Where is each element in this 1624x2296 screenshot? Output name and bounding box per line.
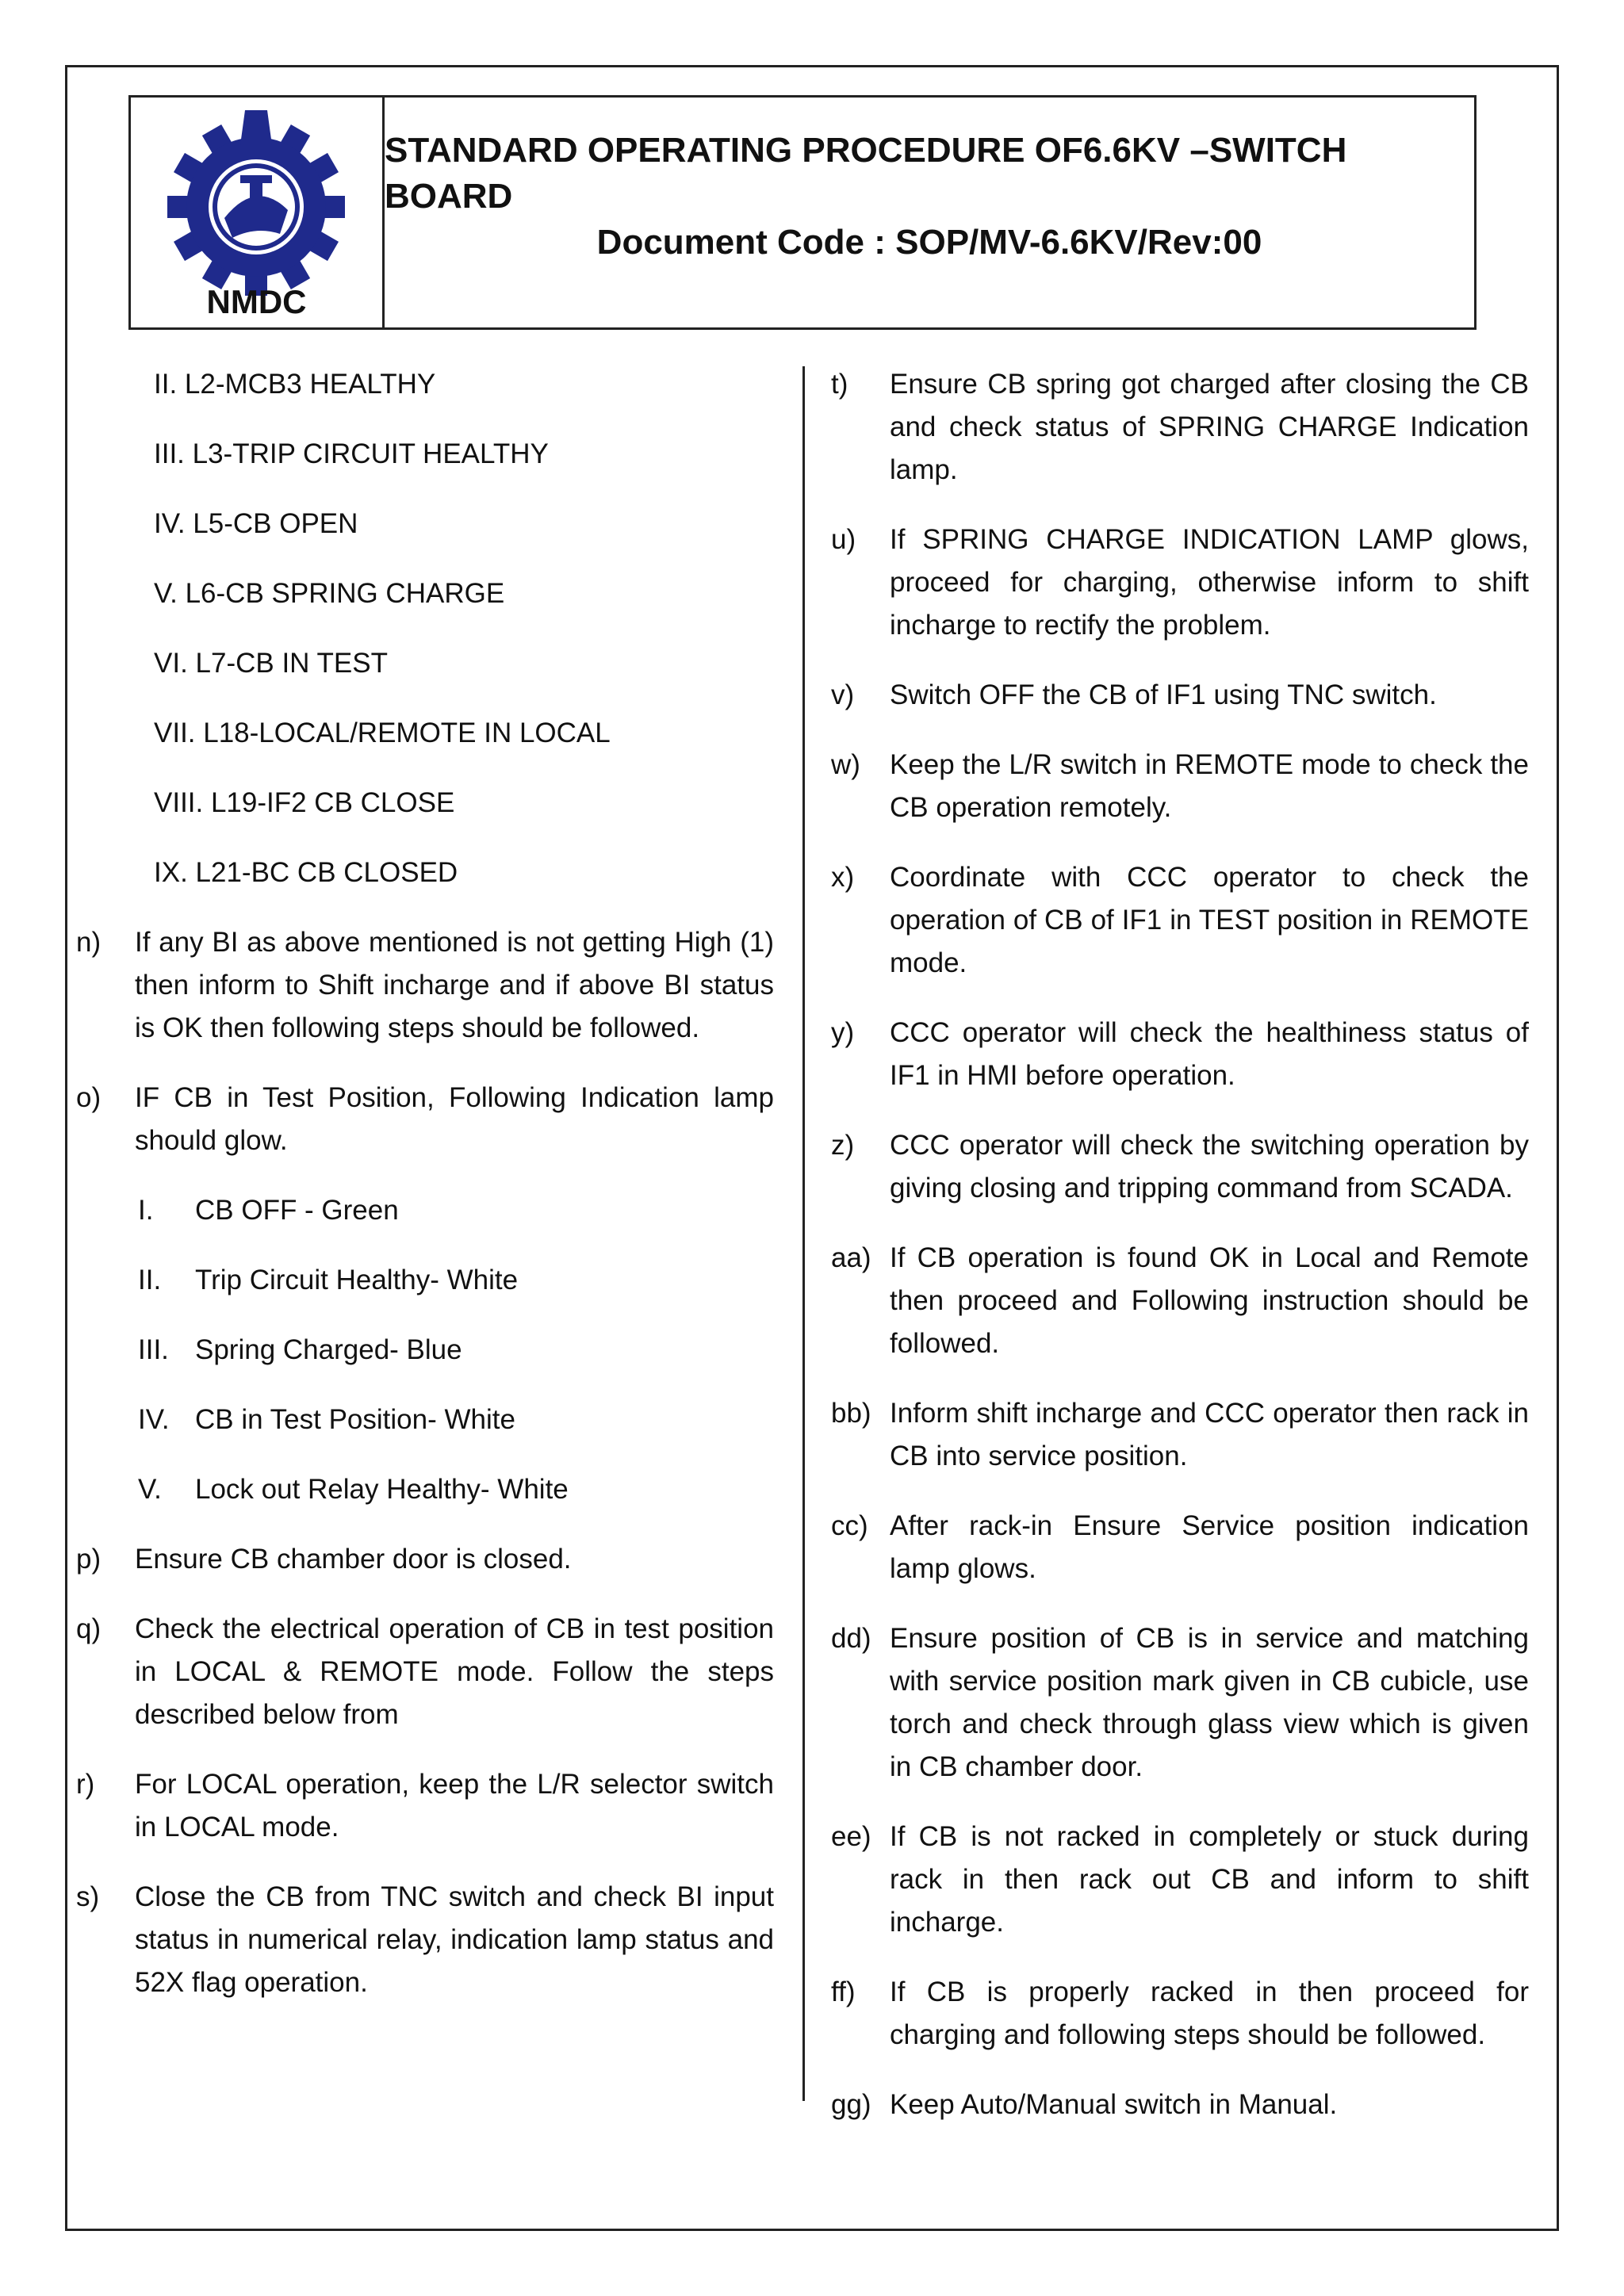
step-text: Close the CB from TNC switch and check BI input status in numerical relay, indication lamp status and 52X flag operation. — [135, 1881, 774, 1998]
lamp-text: CB OFF - Green — [195, 1195, 399, 1226]
procedure-step — [831, 674, 1529, 717]
column-divider — [802, 366, 805, 2101]
step-text: Keep the L/R switch in REMOTE mode to check the CB operation remotely. — [890, 749, 1529, 823]
procedure-step — [831, 1237, 1529, 1365]
lamp-number: II. — [138, 1265, 162, 1295]
document-code: Document Code : SOP/MV-6.6KV/Rev:00 — [596, 223, 1262, 262]
logo-caption: NMDC — [206, 283, 307, 320]
lamp-list-item — [76, 1399, 774, 1441]
procedure-step — [831, 1124, 1529, 1210]
lamp-list-item — [76, 1329, 774, 1372]
step-text: Keep Auto/Manual switch in Manual. — [890, 2089, 1338, 2120]
procedure-step — [831, 1505, 1529, 1590]
step-text: CCC operator will check the switching operation by giving closing and tripping command from SCADA. — [890, 1130, 1529, 1203]
step-text: If CB operation is found OK in Local and Remote then proceed and Following instruction should be followed. — [890, 1242, 1529, 1359]
lamp-number: I. — [138, 1195, 154, 1226]
nmdc-logo-icon — [161, 107, 351, 297]
step-marker: o) — [76, 1082, 102, 1113]
lamp-text: Spring Charged- Blue — [195, 1334, 462, 1365]
step-text: If any BI as above mentioned is not getting High (1) then inform to Shift incharge and if above BI status is OK then following steps should be followed. — [135, 927, 774, 1043]
step-text: If CB is properly racked in then proceed for charging and following steps should be followed. — [890, 1976, 1529, 2050]
procedure-step — [76, 921, 774, 1050]
step-marker: r) — [76, 1769, 95, 1800]
lamp-list-item — [76, 1468, 774, 1511]
procedure-step — [831, 1012, 1529, 1097]
roman-list-item: IX. L21-BC CB CLOSED — [154, 857, 458, 888]
step-text: Ensure position of CB is in service and matching with service position mark given in CB cubicle, use torch and check through glass view which is given in CB chamber door. — [890, 1623, 1529, 1782]
procedure-step — [831, 856, 1529, 985]
logo-cell — [131, 98, 385, 327]
lamp-list-item — [76, 1189, 774, 1232]
step-text: Inform shift incharge and CCC operator then rack in CB into service position. — [890, 1398, 1529, 1471]
step-text: CCC operator will check the healthiness status of IF1 in HMI before operation. — [890, 1017, 1529, 1091]
procedure-step — [831, 2084, 1529, 2126]
roman-list-item: IV. L5-CB OPEN — [154, 508, 358, 539]
step-marker: bb) — [831, 1398, 871, 1429]
step-marker: t) — [831, 369, 848, 400]
procedure-step — [76, 1077, 774, 1162]
procedure-step — [76, 1608, 774, 1736]
lamp-text: Lock out Relay Healthy- White — [195, 1474, 569, 1505]
step-text: If SPRING CHARGE INDICATION LAMP glows, proceed for charging, otherwise inform to shift incharge to rectify the problem. — [890, 524, 1529, 641]
step-text: For LOCAL operation, keep the L/R selector switch in LOCAL mode. — [135, 1769, 774, 1843]
right-column — [831, 363, 1529, 2153]
step-marker: dd) — [831, 1623, 871, 1654]
step-marker: aa) — [831, 1242, 871, 1273]
roman-list-item: V. L6-CB SPRING CHARGE — [154, 578, 505, 609]
lamp-list-item — [76, 1259, 774, 1302]
document-header — [128, 95, 1477, 330]
roman-list-item: II. L2-MCB3 HEALTHY — [154, 369, 436, 400]
step-marker: x) — [831, 862, 855, 893]
roman-list-item: III. L3-TRIP CIRCUIT HEALTHY — [154, 438, 549, 469]
step-marker: s) — [76, 1881, 100, 1912]
lamp-number: III. — [138, 1334, 169, 1365]
procedure-step — [76, 1763, 774, 1849]
procedure-step — [831, 1816, 1529, 1944]
left-column — [76, 363, 774, 2031]
roman-list-item: VIII. L19-IF2 CB CLOSE — [154, 787, 455, 818]
step-text: IF CB in Test Position, Following Indication lamp should glow. — [135, 1082, 774, 1156]
roman-list-item: VI. L7-CB IN TEST — [154, 648, 388, 679]
step-text: Check the electrical operation of CB in test position in LOCAL & REMOTE mode. Follow the steps described below from — [135, 1613, 774, 1730]
step-marker: n) — [76, 927, 102, 958]
procedure-step — [831, 1392, 1529, 1478]
step-marker: ee) — [831, 1821, 871, 1852]
step-text: After rack-in Ensure Service position indication lamp glows. — [890, 1510, 1529, 1584]
step-marker: p) — [76, 1544, 102, 1575]
lamp-text: CB in Test Position- White — [195, 1404, 515, 1435]
step-marker: z) — [831, 1130, 855, 1161]
step-marker: gg) — [831, 2089, 871, 2120]
step-marker: w) — [831, 749, 860, 780]
lamp-number: IV. — [138, 1404, 170, 1435]
step-text: If CB is not racked in completely or stuck during rack in then rack out CB and inform to shift incharge. — [890, 1821, 1529, 1938]
lamp-text: Trip Circuit Healthy- White — [195, 1265, 519, 1295]
procedure-step — [76, 1538, 774, 1581]
step-text: Ensure CB spring got charged after closing the CB and check status of SPRING CHARGE Indication lamp. — [890, 369, 1529, 485]
roman-list-item: VII. L18-LOCAL/REMOTE IN LOCAL — [154, 718, 611, 748]
procedure-step — [831, 1617, 1529, 1789]
step-marker: v) — [831, 679, 855, 710]
title-cell — [385, 98, 1474, 327]
step-marker: y) — [831, 1017, 855, 1048]
step-marker: q) — [76, 1613, 102, 1644]
step-marker: u) — [831, 524, 856, 555]
step-text: Coordinate with CCC operator to check the operation of CB of IF1 in TEST position in REMOTE mode. — [890, 862, 1529, 978]
procedure-step — [76, 1876, 774, 2004]
document-title: STANDARD OPERATING PROCEDURE OF6.6KV –SWITCH BOARD — [385, 131, 1347, 216]
procedure-step — [831, 519, 1529, 647]
step-marker: cc) — [831, 1510, 868, 1541]
procedure-step — [831, 1971, 1529, 2057]
procedure-step — [831, 744, 1529, 829]
step-marker: ff) — [831, 1976, 856, 2007]
step-text: Ensure CB chamber door is closed. — [135, 1544, 572, 1575]
step-text: Switch OFF the CB of IF1 using TNC switch. — [890, 679, 1437, 710]
lamp-number: V. — [138, 1474, 162, 1505]
procedure-step — [831, 363, 1529, 492]
